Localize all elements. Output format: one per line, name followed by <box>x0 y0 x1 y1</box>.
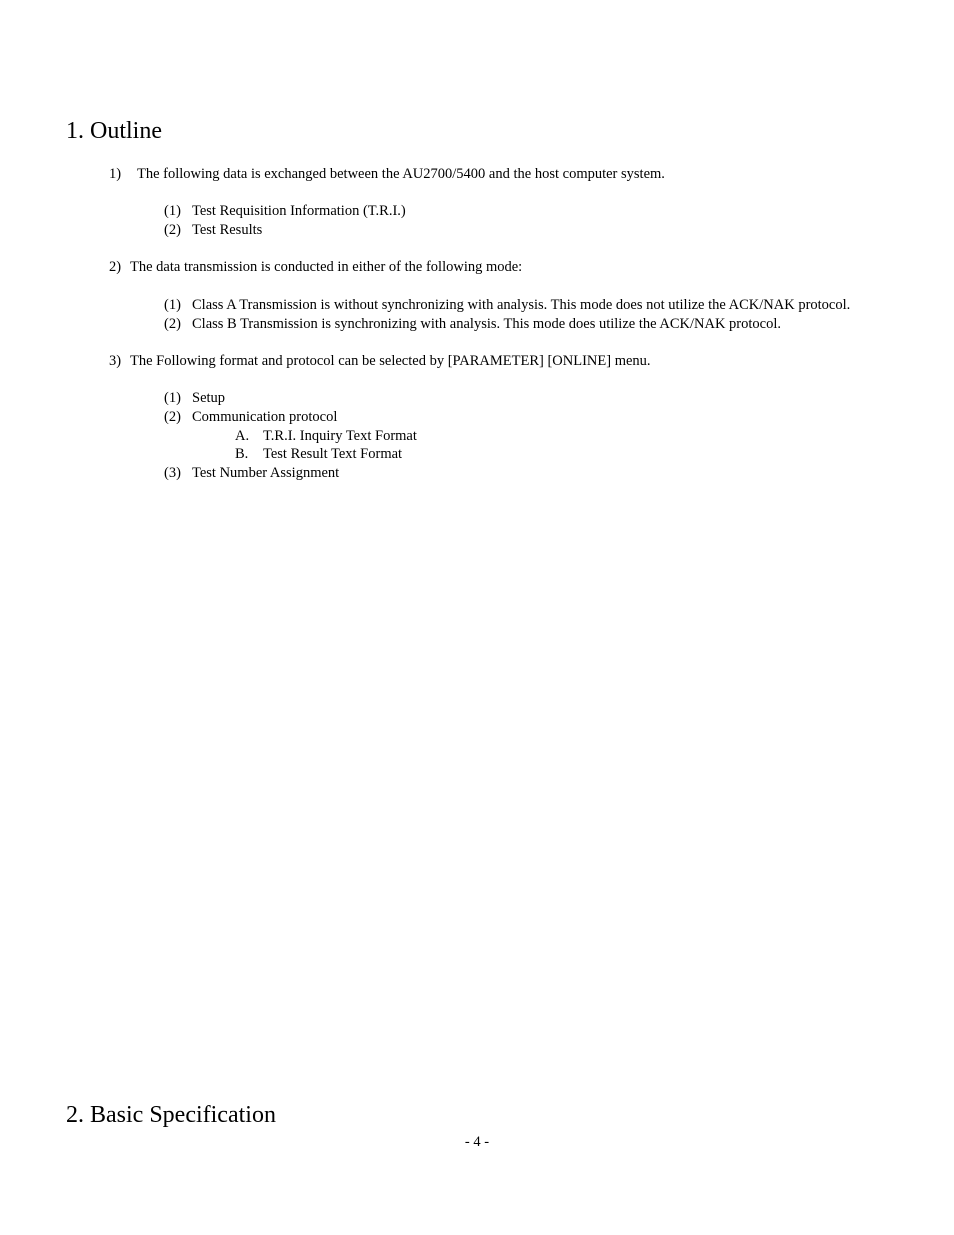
outline-item-1-sub-2 <box>164 221 262 239</box>
item-number: 1) <box>109 166 122 182</box>
subsubitem-text: T.R.I. Inquiry Text Format <box>263 428 417 444</box>
item-text: The Following format and protocol can be selected by [PARAMETER] [ONLINE] menu. <box>130 353 651 369</box>
outline-item-1 <box>109 165 665 183</box>
subitem-number: (1) <box>164 203 181 219</box>
outline-item-3-sub-2 <box>164 408 337 426</box>
subsubitem-letter: A. <box>235 428 250 444</box>
subitem-number: (2) <box>164 409 181 425</box>
subitem-text: Setup <box>192 390 226 406</box>
subitem-text: Test Requisition Information (T.R.I.) <box>192 203 406 219</box>
outline-item-1-sub-1 <box>164 202 406 220</box>
outline-item-3-sub-1 <box>164 389 225 407</box>
subitem-text: Test Results <box>192 222 263 238</box>
subsubitem-text: Test Result Text Format <box>263 446 403 462</box>
outline-item-2 <box>109 258 522 276</box>
item-text: The following data is exchanged between the AU2700/5400 and the host computer system. <box>137 166 665 182</box>
outline-item-3-sub-3 <box>164 464 339 482</box>
subitem-text: Class A Transmission is without synchronizing with analysis. This mode does not utilize the ACK/NAK protocol. <box>192 297 851 313</box>
section-1-heading: 1. Outline <box>66 118 162 144</box>
item-text: The data transmission is conducted in either of the following mode: <box>130 259 523 275</box>
subitem-number: (2) <box>164 222 181 238</box>
subitem-text: Test Number Assignment <box>192 465 340 481</box>
subitem-number: (1) <box>164 297 181 313</box>
subsubitem-letter: B. <box>235 446 249 462</box>
page-number: - 4 - <box>464 1134 490 1150</box>
subitem-number: (3) <box>164 465 181 481</box>
outline-item-2-sub-2 <box>164 315 781 333</box>
item-number: 3) <box>109 353 122 369</box>
outline-item-2-sub-1 <box>164 296 850 314</box>
subitem-text: Communication protocol <box>192 409 338 425</box>
section-2-heading: 2. Basic Specification <box>66 1102 276 1128</box>
outline-item-3-sub-2-b <box>235 445 402 463</box>
subitem-number: (1) <box>164 390 181 406</box>
subitem-number: (2) <box>164 316 181 332</box>
subitem-text: Class B Transmission is synchronizing with analysis. This mode does utilize the ACK/NAK protocol. <box>192 316 781 332</box>
outline-item-3-sub-2-a <box>235 427 417 445</box>
item-number: 2) <box>109 259 122 275</box>
outline-item-3 <box>109 352 651 370</box>
